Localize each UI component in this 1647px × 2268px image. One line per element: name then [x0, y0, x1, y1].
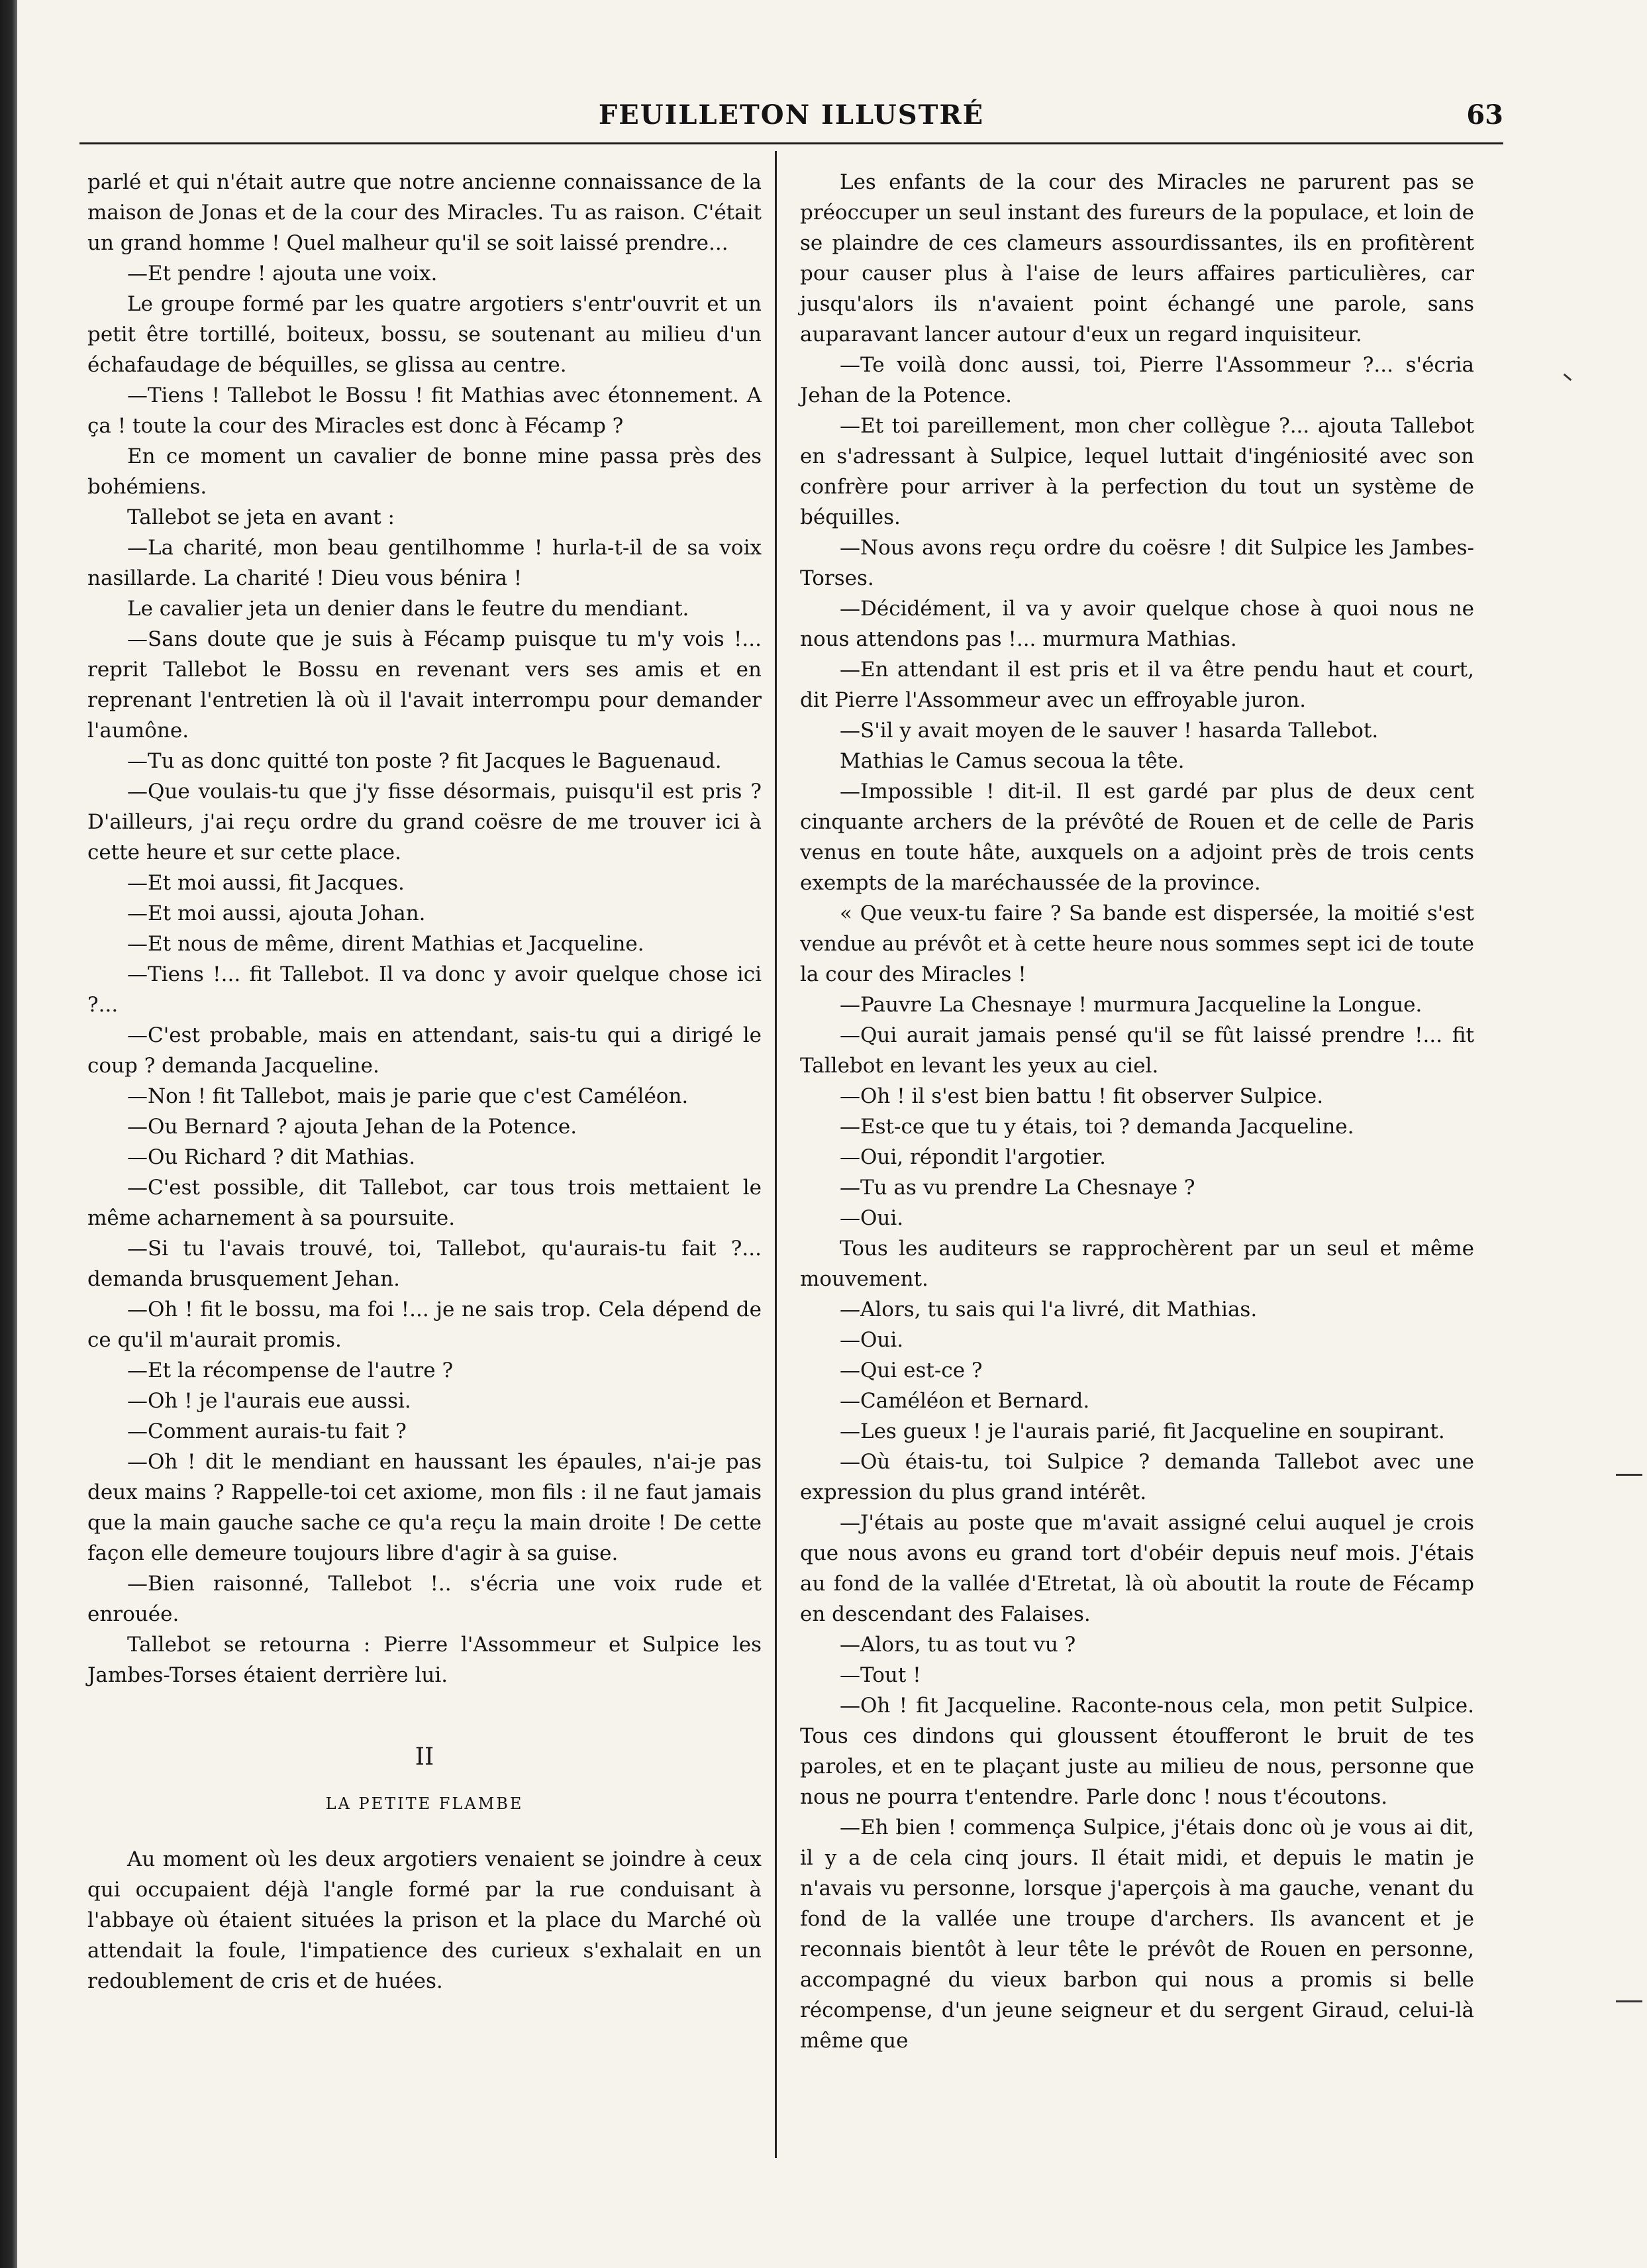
- paragraph: —Oh ! il s'est bien battu ! fit observer Sulpice.: [840, 1084, 1324, 1108]
- paragraph: —Où étais-tu, toi Sulpice ? demanda Tallebot avec une expression du plus grand intérêt.: [800, 1450, 1474, 1504]
- paragraph: —Pauvre La Chesnaye ! murmura Jacqueline la Longue.: [840, 993, 1422, 1017]
- paragraph: Mathias le Camus secoua la tête.: [840, 749, 1185, 773]
- paragraph: —J'étais au poste que m'avait assigné celui auquel je crois que nous avons eu grand tort d'obéir depuis neuf mois. J'étais au fond de la vallée d'Etretat, là où aboutit la route de Fécamp en descendant des Falaises.: [800, 1511, 1474, 1626]
- header-rule: [79, 142, 1503, 144]
- paragraph: —Et nous de même, dirent Mathias et Jacqueline.: [127, 932, 644, 956]
- margin-mark: [1616, 2000, 1642, 2002]
- paragraph: —Te voilà donc aussi, toi, Pierre l'Assommeur ?... s'écria Jehan de la Potence.: [800, 353, 1474, 407]
- paragraph: « Que veux-tu faire ? Sa bande est dispersée, la moitié s'est vendue au prévôt et à cette heure nous sommes sept ici de toute la cour des Miracles !: [800, 902, 1474, 986]
- paragraph: —Décidément, il va y avoir quelque chose à quoi nous ne nous attendons pas !... murmura Mathias.: [800, 597, 1474, 651]
- paragraph: Les enfants de la cour des Miracles ne parurent pas se préoccuper un seul instant des fureurs de la populace, et loin de se plaindre de ces clameurs assourdissantes, ils en profitèrent pour causer plus à l'aise de leurs affaires particulières, car jusqu'alors ils n'avaient point échangé une parole, sans auparavant lancer autour d'eux un regard inquisiteur.: [800, 170, 1474, 346]
- paragraph: —Et toi pareillement, mon cher collègue ?... ajouta Tallebot en s'adressant à Sulpice, lequel luttait d'ingéniosité avec son confrère pour arriver à la perfection du tout un système de béquilles.: [800, 414, 1474, 529]
- paragraph: —Et pendre ! ajouta une voix.: [127, 262, 438, 285]
- paragraph: —Tiens ! Tallebot le Bossu ! fit Mathias avec étonnement. A ça ! toute la cour des Miracles est donc à Fécamp ?: [87, 384, 762, 438]
- paragraph: —La charité, mon beau gentilhomme ! hurla-t-il de sa voix nasillarde. La charité ! Dieu vous bénira !: [87, 536, 762, 590]
- paragraph: —Ou Bernard ? ajouta Jehan de la Potence.: [127, 1115, 577, 1139]
- paragraph: —Tu as vu prendre La Chesnaye ?: [840, 1176, 1195, 1200]
- paragraph: —S'il y avait moyen de le sauver ! hasarda Tallebot.: [840, 719, 1379, 743]
- paragraph: —Oui, répondit l'argotier.: [840, 1145, 1106, 1169]
- left-column: [87, 167, 762, 1996]
- paragraph: —Oh ! je l'aurais eue aussi.: [127, 1389, 411, 1413]
- paragraph: —Qui aurait jamais pensé qu'il se fût laissé prendre !... fit Tallebot en levant les yeux au ciel.: [800, 1023, 1474, 1078]
- paragraph: —Qui est-ce ?: [840, 1359, 983, 1382]
- paragraph: Le groupe formé par les quatre argotiers s'entr'ouvrit et un petit être tortillé, boiteux, bossu, se soutenant au milieu d'un échafaudage de béquilles, se glissa au centre.: [87, 292, 762, 377]
- margin-mark: [1616, 1474, 1642, 1476]
- paragraph: —Nous avons reçu ordre du coësre ! dit Sulpice les Jambes-Torses.: [800, 536, 1474, 590]
- chapter-paragraphs: [87, 1844, 762, 1996]
- paragraph: parlé et qui n'était autre que notre ancienne connaissance de la maison de Jonas et de la cour des Miracles. Tu as raison. C'était un grand homme ! Quel malheur qu'il se soit laissé prendre...: [87, 170, 762, 255]
- paragraph: —Alors, tu as tout vu ?: [840, 1633, 1076, 1657]
- paragraph: Au moment où les deux argotiers venaient se joindre à ceux qui occupaient déjà l'angle formé par la rue conduisant à l'abbaye où étaient situées la prison et la place du Marché où attendait la foule, l'impatience des curieux s'exhalait en un redoublement de cris et de huées.: [87, 1847, 762, 1993]
- paragraph: —En attendant il est pris et il va être pendu haut et court, dit Pierre l'Assommeur avec un effroyable juron.: [800, 658, 1474, 712]
- paragraph: —Tout !: [840, 1663, 921, 1687]
- running-head: [79, 99, 1503, 139]
- column-rule: [775, 151, 777, 2158]
- paragraph: Tallebot se jeta en avant :: [127, 505, 395, 529]
- paragraph: —C'est possible, dit Tallebot, car tous trois mettaient le même acharnement à sa poursuite.: [87, 1176, 762, 1230]
- paragraph: —Et la récompense de l'autre ?: [127, 1359, 454, 1382]
- paragraph: —Tu as donc quitté ton poste ? fit Jacques le Baguenaud.: [127, 749, 722, 773]
- paragraph: —Tiens !... fit Tallebot. Il va donc y avoir quelque chose ici ?...: [87, 962, 762, 1017]
- paragraph: —Oui.: [840, 1206, 904, 1230]
- paragraph: —Non ! fit Tallebot, mais je parie que c'est Caméléon.: [127, 1084, 689, 1108]
- page-number: 63: [1466, 99, 1503, 130]
- paragraph: —Eh bien ! commença Sulpice, j'étais donc où je vous ai dit, il y a de cela cinq jours. Il était midi, et depuis le matin je n'avais vu personne, lorsque j'aperçois à ma gauche, venant du fond de la vallée une troupe d'archers. Ils avancent et je reconnais bientôt à leur tête le prévôt de Rouen en personne, accompagné du vieux barbon qui nous a promis si belle récompense, d'un jeune seigneur et du sergent Giraud, celui-là même que: [800, 1816, 1474, 2053]
- paragraph: —Oh ! fit le bossu, ma foi !... je ne sais trop. Cela dépend de ce qu'il m'aurait promis.: [87, 1298, 762, 1352]
- right-column: [800, 167, 1474, 2056]
- right-column-paragraphs: [800, 167, 1474, 2056]
- margin-mark: [1564, 374, 1572, 381]
- paragraph: —Oui.: [840, 1328, 904, 1352]
- paragraph: —Que voulais-tu que j'y fisse désormais, puisqu'il est pris ? D'ailleurs, j'ai reçu ordre du grand coësre de me trouver ici à cette heure et sur cette place.: [87, 780, 762, 864]
- left-column-paragraphs: [87, 167, 762, 1690]
- paragraph: —Est-ce que tu y étais, toi ? demanda Jacqueline.: [840, 1115, 1354, 1139]
- running-title: FEUILLETON ILLUSTRÉ: [598, 99, 985, 130]
- paragraph: —Caméléon et Bernard.: [840, 1389, 1090, 1413]
- paragraph: —Bien raisonné, Tallebot !.. s'écria une voix rude et enrouée.: [87, 1572, 762, 1626]
- chapter-title: LA PETITE FLAMBE: [325, 1794, 524, 1813]
- paragraph: —Impossible ! dit-il. Il est gardé par plus de deux cent cinquante archers de la prévôté de Rouen et de celle de Paris venus en toute hâte, auxquels on a adjoint près de trois cents exempts de la maréchaussée de la province.: [800, 780, 1474, 895]
- paragraph: —Ou Richard ? dit Mathias.: [127, 1145, 416, 1169]
- paragraph: —Oh ! fit Jacqueline. Raconte-nous cela, mon petit Sulpice. Tous ces dindons qui gloussent étoufferont le bruit de tes paroles, et en te plaçant juste au milieu de nous, personne que nous ne pourra t'entendre. Parle donc ! nous t'écoutons.: [800, 1694, 1474, 1809]
- paragraph: Tallebot se retourna : Pierre l'Assommeur et Sulpice les Jambes-Torses étaient derrière lui.: [87, 1633, 762, 1687]
- paragraph: Le cavalier jeta un denier dans le feutre du mendiant.: [127, 597, 689, 621]
- paragraph: —Les gueux ! je l'aurais parié, fit Jacqueline en soupirant.: [840, 1419, 1445, 1443]
- paragraph: —Oh ! dit le mendiant en haussant les épaules, n'ai-je pas deux mains ? Rappelle-toi cet axiome, mon fils : il ne faut jamais que la main gauche sache ce qu'a reçu la main droite ! De cette façon elle demeure toujours libre d'agir à sa guise.: [87, 1450, 762, 1565]
- paragraph: —Sans doute que je suis à Fécamp puisque tu m'y vois !... reprit Tallebot le Bossu en revenant vers ses amis et en reprenant l'entretien là où il l'avait interrompu pour demander l'aumône.: [87, 627, 762, 743]
- chapter-number: II: [415, 1743, 434, 1771]
- paragraph: —Et moi aussi, fit Jacques.: [127, 871, 405, 895]
- binding-spine: [0, 0, 17, 2268]
- paragraph: En ce moment un cavalier de bonne mine passa près des bohémiens.: [87, 444, 762, 499]
- paragraph: —Et moi aussi, ajouta Johan.: [127, 902, 426, 925]
- paragraph: Tous les auditeurs se rapprochèrent par un seul et même mouvement.: [800, 1237, 1474, 1291]
- paragraph: —Si tu l'avais trouvé, toi, Tallebot, qu'aurais-tu fait ?... demanda brusquement Jehan.: [87, 1237, 762, 1291]
- paragraph: —Comment aurais-tu fait ?: [127, 1419, 407, 1443]
- paragraph: —Alors, tu sais qui l'a livré, dit Mathias.: [840, 1298, 1258, 1321]
- paragraph: —C'est probable, mais en attendant, sais-tu qui a dirigé le coup ? demanda Jacqueline.: [87, 1023, 762, 1078]
